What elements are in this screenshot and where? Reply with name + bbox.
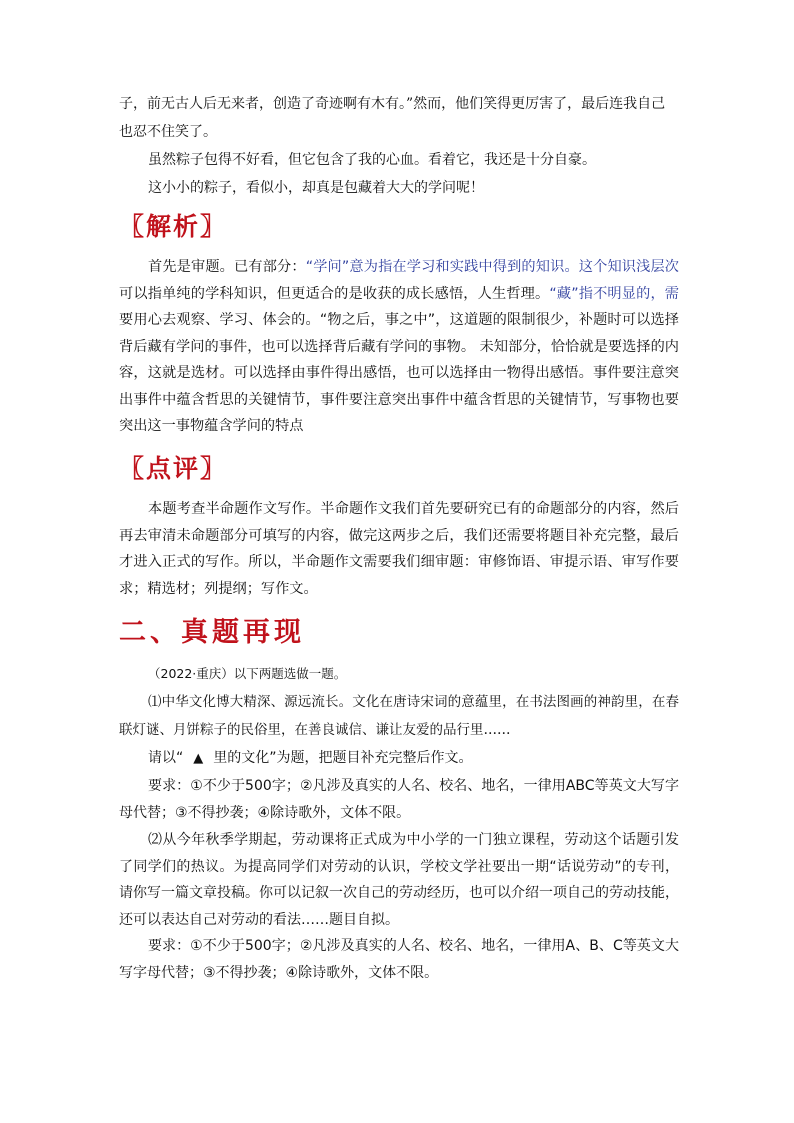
- prompt-open: 请以“: [148, 750, 184, 766]
- analysis-heading: 〖解析〗: [119, 212, 228, 241]
- section-title: 二、真题再现: [119, 617, 305, 648]
- essay-paragraph-2: 虽然粽子包得不好看，但它包含了我的心血。看着它，我还是十分自豪。: [148, 152, 596, 168]
- question-2-text: ⑵从今年秋季学期起，劳动课将正式成为中小学的一门独立课程，劳动这个话题引发了同学们的热议。为提高同学们对劳动的认识，学校文学社要出一期“话说劳动”的专刊，请你写一篇文章投稿。你可以记叙一次自己的劳动经历，也可以介绍一项自己的劳动技能，还可以表达自己对劳动的看法……题目自拟。: [119, 832, 679, 928]
- prompt-close: 里的文化”为题，把题目补充完整后作文。: [213, 750, 473, 766]
- analysis-text-1: 首先是审题。已有部分：: [148, 259, 306, 275]
- blank-triangle-icon: ▲: [193, 751, 204, 766]
- review-body: [119, 496, 679, 602]
- analysis-text-5: 要用心去观察、学习、体会的。“物之后，事之中”，这道题的限制很少，补题时可以选择背后藏有学问的事件，也可以选择背后藏有学问的事物。 未知部分，恰恰就是要选择的内容，这就是选材。可以选择由事件得出感悟，也可以选择由一物得出感悟。事件要注意突出事件中蕴含哲思的关键情节，事件要注意突出事件中蕴含哲思的关键情节，写事物也要突出这一事物蕴含学问的特点: [119, 312, 679, 434]
- question-1-requirements: 要求：①不少于500字；②凡涉及真实的人名、校名、地名，一律用ABC等英文大写字母代替；③不得抄袭；④除诗歌外，文体不限。: [119, 778, 679, 821]
- analysis-text-3: 可以指单纯的学科知识，但更适合的是收获的成长感悟，人生哲理。: [119, 285, 550, 302]
- analysis-text-4: “藏”指不明显的，需: [549, 285, 679, 302]
- question-1-text: ⑴中华文化博大精深、源远流长。文化在唐诗宋词的意蕴里，在书法图画的神韵里，在春联灯谜、月饼粽子的民俗里，在善良诚信、谦让友爱的品行里……: [119, 694, 679, 738]
- analysis-text-2: “学问”意为指在学习和实践中得到的知识。这个知识浅层次: [305, 259, 679, 275]
- essay-line-1: 子，前无古人后无来者，创造了奇迹啊有木有。”然而，他们笑得更厉害了，最后连我自己: [119, 96, 666, 112]
- essay-continuation: [119, 90, 679, 202]
- essay-paragraph-3: 这小小的粽子，看似小，却真是包藏着大大的学问呢！: [148, 180, 484, 196]
- review-paragraph: 本题考查半命题作文写作。半命题作文我们首先要研究已有的命题部分的内容，然后再去审清未命题部分可填写的内容，做完这两步之后，我们还需要将题目补充完整，最后才进入正式的写作。所以，半命题作文需要我们细审题：审修饰语、审提示语、审写作要求；精选材；列提纲；写作文。: [119, 501, 679, 597]
- analysis-paragraph: [119, 254, 679, 440]
- question-2-requirements: 要求：①不少于500字；②凡涉及真实的人名、校名、地名，一律用A、B、C等英文大写字母代替；③不得抄袭；④除诗歌外，文体不限。: [119, 938, 679, 981]
- analysis-body: [119, 254, 679, 440]
- question-1-prompt: [119, 744, 679, 773]
- essay-line-2: 也忍不住笑了。: [119, 124, 217, 140]
- question-intro: （2022·重庆）以下两题选做一题。: [148, 666, 347, 681]
- section-2-body: [119, 660, 679, 986]
- review-heading: 〖点评〗: [119, 454, 228, 483]
